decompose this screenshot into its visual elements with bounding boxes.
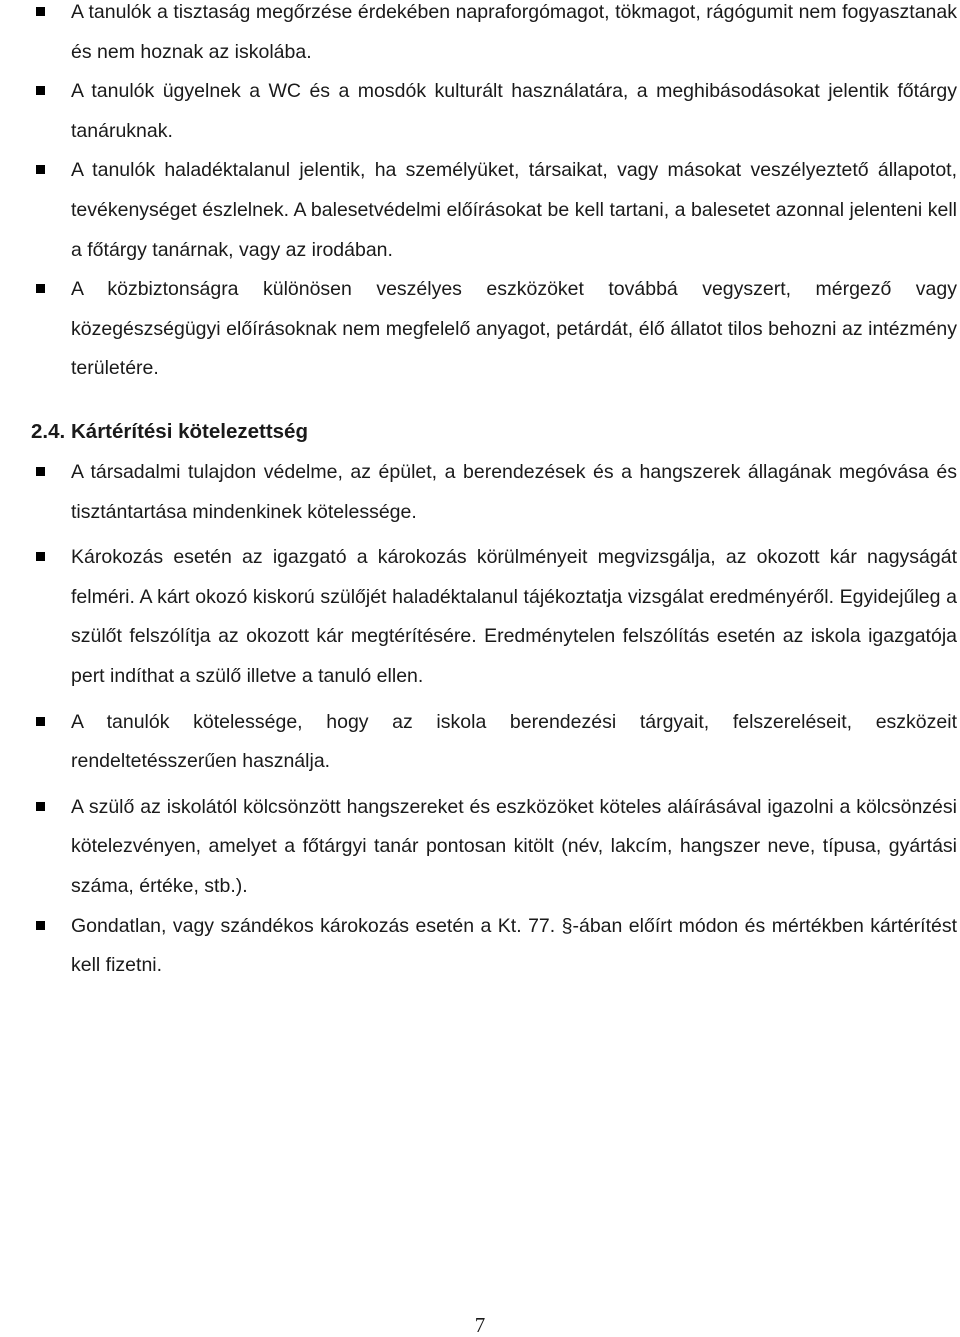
rules-list-section — [0, 453, 960, 986]
list-item-text: A tanulók a tisztaság megőrzése érdekében napraforgómagot, tökmagot, rágógumit nem fogyasztanak és nem hoznak az iskolába. — [71, 1, 957, 63]
list-item — [0, 270, 960, 389]
rules-list-top — [0, 0, 960, 389]
section-number: 2.4. — [31, 420, 66, 443]
list-item-text: A társadalmi tulajdon védelme, az épület, a berendezések és a hangszerek állagának megóvása és tisztántartása mindenkinek kötelessége. — [71, 461, 957, 523]
square-bullet-icon — [36, 717, 45, 726]
list-item-text: A közbiztonságra különösen veszélyes eszközöket továbbá vegyszert, mérgező vagy közegészségügyi előírásoknak nem megfelelő anyagot, petárdát, élő állatot tilos behozni az intézmény területére. — [71, 278, 957, 380]
list-item-text: Gondatlan, vagy szándékos károkozás esetén a Kt. 77. §-ában előírt módon és mértékben kártérítést kell fizetni. — [71, 914, 957, 977]
section-heading — [31, 414, 308, 450]
square-bullet-icon — [36, 552, 45, 561]
page-number: 7 — [474, 1313, 486, 1337]
section-title: Kártérítési kötelezettség — [71, 420, 308, 443]
square-bullet-icon — [36, 284, 45, 293]
list-item — [0, 453, 960, 532]
square-bullet-icon — [36, 802, 45, 811]
list-item — [0, 703, 960, 782]
list-item — [0, 538, 960, 696]
list-item — [0, 151, 960, 270]
square-bullet-icon — [36, 921, 45, 930]
square-bullet-icon — [36, 165, 45, 174]
list-item-text: Károkozás esetén az igazgató a károkozás körülményeit megvizsgálja, az okozott kár nagyságát felméri. A kárt okozó kiskorú szülőjét haladéktalanul tájékoztatja vizsgálat eredményéről. Egyidejűleg a szülőt felszólítja az okozott kár megtérítésére. Eredménytelen felszólítás esetén az iskola igazgatója pert indíthat a szülő illetve a tanuló ellen. — [71, 546, 957, 687]
list-item — [0, 788, 960, 907]
list-item — [0, 72, 960, 151]
square-bullet-icon — [36, 467, 45, 476]
square-bullet-icon — [36, 7, 45, 16]
list-item-text: A tanulók kötelessége, hogy az iskola berendezési tárgyait, felszereléseit, eszközeit rendeltetésszerűen használja. — [71, 710, 957, 773]
list-item — [0, 0, 960, 72]
list-item-text: A tanulók haladéktalanul jelentik, ha személyüket, társaikat, vagy másokat veszélyeztető állapotot, tevékenységet észlelnek. A balesetvédelmi előírásokat be kell tartani, a balesetet azonnal jelenteni kell a főtárgy tanárnak, vagy az irodában. — [71, 159, 957, 261]
list-item-text: A tanulók ügyelnek a WC és a mosdók kulturált használatára, a meghibásodásokat jelentik főtárgy tanáruknak. — [71, 80, 957, 142]
list-item-text: A szülő az iskolától kölcsönzött hangszereket és eszközöket köteles aláírásával igazolni a kölcsönzési kötelezvényen, amelyet a főtárgyi tanár pontosan kitölt (név, lakcím, hangszer neve, típusa, gyártási száma, értéke, stb.). — [71, 795, 957, 897]
list-item — [0, 907, 960, 986]
square-bullet-icon — [36, 86, 45, 95]
